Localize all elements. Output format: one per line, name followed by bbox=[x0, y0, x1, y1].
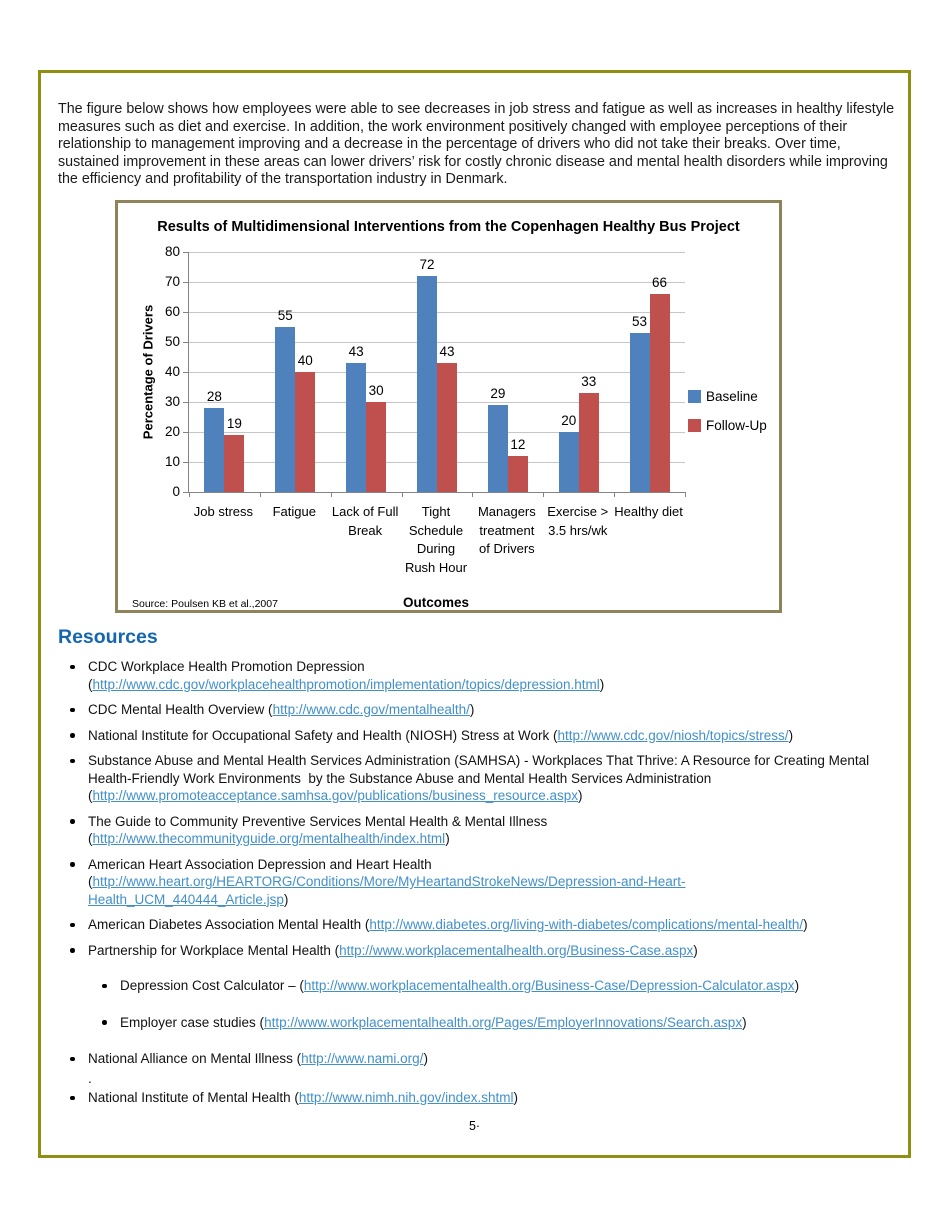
legend-item bbox=[688, 389, 767, 404]
x-tick-mark bbox=[260, 492, 261, 497]
resource-link[interactable]: http://www.workplacementalhealth.org/Business-Case.aspx bbox=[339, 942, 694, 958]
y-tick-mark bbox=[183, 402, 188, 403]
chart-title: Results of Multidimensional Interventions from the Copenhagen Healthy Bus Project bbox=[157, 219, 740, 235]
bullet-icon bbox=[70, 862, 75, 867]
resource-text: ( bbox=[88, 676, 93, 692]
resource-link[interactable]: http://www.nimh.nih.gov/index.shtml bbox=[298, 1090, 514, 1105]
legend-label: Baseline bbox=[706, 389, 758, 404]
category-label: Healthy diet bbox=[614, 504, 683, 519]
resource-text: ( bbox=[88, 874, 93, 889]
resource-text: ( bbox=[88, 831, 93, 846]
resource-link[interactable]: http://www.nami.org/ bbox=[301, 1051, 424, 1066]
bullet-icon bbox=[70, 665, 75, 670]
bar-value-label: 30 bbox=[368, 383, 384, 398]
y-tick-mark bbox=[183, 312, 188, 313]
intro-paragraph: The figure below shows how employees were able to see decreases in job stress and fatigue as well as increases in healthy lifestyle measures such as diet and exercise. In addition, the work environment positively changed with employee perceptions of their relationship to management improving and a decrease in the percentage of drivers who did not take their breaks. Over time, sustained improvement in these areas can lower drivers’ risk for costly chronic disease and mental health disorders while improving the efficiency and profitability of the transportation industry in Denmark. bbox=[58, 101, 899, 187]
resource-item bbox=[58, 752, 903, 805]
bar-baseline bbox=[417, 276, 437, 492]
chart-source: Source: Poulsen KB et al.,2007 bbox=[132, 598, 278, 610]
bullet-icon bbox=[70, 708, 75, 713]
y-tick-label: 40 bbox=[164, 364, 180, 379]
bullet-icon bbox=[70, 819, 75, 824]
resource-item bbox=[90, 1014, 903, 1032]
resource-text: American Heart Association Depression and Heart Health bbox=[88, 856, 432, 872]
resource-text: CDC Workplace Health Promotion Depression bbox=[88, 659, 365, 674]
chart-y-axis-title: Percentage of Drivers bbox=[140, 304, 156, 440]
y-tick-mark bbox=[183, 432, 188, 433]
resource-item bbox=[58, 727, 903, 745]
page-frame bbox=[38, 70, 911, 1158]
legend-swatch-follow-up bbox=[688, 419, 701, 432]
bullet-icon bbox=[102, 1020, 107, 1025]
resource-item bbox=[58, 701, 903, 719]
resource-item bbox=[58, 942, 903, 960]
legend-label: Follow-Up bbox=[706, 418, 767, 433]
bar-value-label: 43 bbox=[348, 344, 364, 359]
y-tick-mark bbox=[183, 462, 188, 463]
bar-value-label: 19 bbox=[226, 416, 242, 431]
y-tick-label: 50 bbox=[164, 334, 180, 349]
resource-item bbox=[58, 856, 903, 909]
chart-figure bbox=[115, 200, 782, 613]
resource-text: ) bbox=[794, 978, 800, 993]
bar-value-label: 40 bbox=[297, 353, 313, 368]
x-tick-mark bbox=[685, 492, 686, 497]
chart-legend bbox=[688, 389, 767, 447]
x-tick-mark bbox=[402, 492, 403, 497]
page-number: 5· bbox=[468, 1119, 481, 1133]
bullet-icon bbox=[102, 984, 107, 989]
resource-text: ) bbox=[283, 891, 289, 907]
bar-value-label: 12 bbox=[510, 437, 526, 452]
category-label: Managers treatment of Drivers bbox=[477, 504, 536, 556]
resource-text: ( bbox=[88, 788, 93, 803]
resource-item bbox=[58, 1070, 903, 1088]
category-label: Fatigue bbox=[272, 504, 316, 519]
resource-link[interactable]: http://www.diabetes.org/living-with-diabetes/complications/mental-health/ bbox=[369, 917, 804, 932]
legend-item bbox=[688, 418, 767, 433]
gridline bbox=[189, 312, 685, 313]
category-label: Lack of Full Break bbox=[331, 504, 399, 538]
chart-category-axis bbox=[188, 503, 684, 577]
resource-text: ) bbox=[693, 942, 698, 958]
resource-item bbox=[58, 658, 903, 693]
resource-text: ) bbox=[513, 1090, 518, 1105]
category-label: Exercise > 3.5 hrs/wk bbox=[547, 504, 609, 538]
resource-text: Health-Friendly Work Environments by the Substance Abuse and Mental Health Services Administration bbox=[88, 770, 712, 786]
bullet-icon bbox=[70, 1057, 75, 1062]
x-tick-mark bbox=[472, 492, 473, 497]
x-tick-mark bbox=[543, 492, 544, 497]
resource-text: ) bbox=[788, 727, 794, 743]
chart-plot-area bbox=[188, 252, 685, 493]
resource-link[interactable]: Health_UCM_440444_Article.jsp bbox=[88, 891, 284, 907]
resource-text: The Guide to Community Preventive Services Mental Health & Mental Illness bbox=[88, 813, 548, 829]
y-tick-label: 80 bbox=[164, 244, 180, 259]
gridline bbox=[189, 282, 685, 283]
y-tick-mark bbox=[183, 342, 188, 343]
resource-link[interactable]: http://www.cdc.gov/workplacehealthpromotion/implementation/topics/depression.html bbox=[92, 676, 600, 692]
resource-item bbox=[58, 813, 903, 848]
resource-text: National Institute of Mental Health ( bbox=[88, 1090, 299, 1105]
resources-list bbox=[58, 658, 903, 1115]
bar-follow-up bbox=[295, 372, 315, 492]
resource-link[interactable]: http://www.cdc.gov/mentalhealth/ bbox=[272, 702, 470, 717]
resource-item bbox=[58, 1050, 903, 1068]
y-tick-mark bbox=[183, 252, 188, 253]
resource-text: Employer case studies ( bbox=[120, 1014, 265, 1030]
bar-value-label: 72 bbox=[419, 257, 435, 272]
y-tick-label: 20 bbox=[164, 424, 180, 439]
resource-link[interactable]: http://www.cdc.gov/niosh/topics/stress/ bbox=[557, 727, 789, 743]
bullet-icon bbox=[70, 1096, 75, 1101]
bar-baseline bbox=[559, 432, 579, 492]
resource-text: ) bbox=[469, 702, 475, 717]
resource-text: National Alliance on Mental Illness ( bbox=[88, 1051, 302, 1066]
x-tick-mark bbox=[614, 492, 615, 497]
resource-item bbox=[58, 1089, 903, 1107]
category-label: Tight Schedule During Rush Hour bbox=[404, 504, 468, 575]
resource-link[interactable]: http://www.promoteacceptance.samhsa.gov/publications/business_resource.aspx bbox=[92, 788, 579, 803]
resource-item bbox=[58, 916, 903, 934]
bar-follow-up bbox=[650, 294, 670, 492]
y-tick-label: 0 bbox=[172, 484, 180, 499]
resource-link[interactable]: http://www.heart.org/HEARTORG/Conditions/More/MyHeartandStrokeNews/Depression-and-Heart- bbox=[92, 874, 686, 889]
bar-follow-up bbox=[508, 456, 528, 492]
resource-text: ) bbox=[445, 831, 450, 846]
resource-item bbox=[90, 977, 903, 995]
bar-follow-up bbox=[224, 435, 244, 492]
y-tick-mark bbox=[183, 282, 188, 283]
legend-swatch-baseline bbox=[688, 390, 701, 403]
chart-x-axis-title: Outcomes bbox=[402, 595, 470, 610]
resource-link[interactable]: http://www.workplacementalhealth.org/Business-Case/Depression-Calculator.aspx bbox=[303, 978, 795, 993]
x-tick-mark bbox=[331, 492, 332, 497]
bullet-icon bbox=[70, 948, 75, 953]
resource-text: ) bbox=[803, 917, 808, 932]
resource-text: CDC Mental Health Overview ( bbox=[88, 702, 273, 717]
resource-link[interactable]: http://www.workplacementalhealth.org/Pages/EmployerInnovations/Search.aspx bbox=[264, 1014, 743, 1030]
y-tick-label: 70 bbox=[164, 274, 180, 289]
resource-text: Substance Abuse and Mental Health Services Administration (SAMHSA) - Workplaces That Thrive: A Resource for Creating Mental bbox=[88, 753, 870, 768]
resource-text: . bbox=[88, 1070, 92, 1086]
resource-text: ) bbox=[423, 1051, 428, 1066]
y-tick-mark bbox=[183, 492, 188, 493]
resource-text: ) bbox=[742, 1014, 747, 1030]
y-tick-label: 60 bbox=[164, 304, 180, 319]
gridline bbox=[189, 252, 685, 253]
bar-value-label: 43 bbox=[439, 344, 455, 359]
bar-value-label: 53 bbox=[632, 314, 648, 329]
y-tick-label: 30 bbox=[164, 394, 180, 409]
gridline bbox=[189, 342, 685, 343]
x-tick-mark bbox=[189, 492, 190, 497]
y-tick-mark bbox=[183, 372, 188, 373]
resource-text: ) bbox=[578, 788, 583, 803]
resource-text: American Diabetes Association Mental Health ( bbox=[88, 917, 370, 932]
bullet-icon bbox=[70, 733, 75, 738]
bar-value-label: 29 bbox=[490, 386, 506, 401]
bar-value-label: 28 bbox=[206, 389, 222, 404]
bullet-icon bbox=[70, 923, 75, 928]
resource-text: Depression Cost Calculator – ( bbox=[120, 978, 304, 993]
bar-value-label: 55 bbox=[277, 308, 293, 323]
bullet-icon bbox=[70, 759, 75, 764]
resource-text: National Institute for Occupational Safety and Health (NIOSH) Stress at Work ( bbox=[88, 727, 558, 743]
bar-value-label: 33 bbox=[581, 374, 597, 389]
bar-baseline bbox=[630, 333, 650, 492]
bar-follow-up bbox=[437, 363, 457, 492]
bar-value-label: 20 bbox=[561, 413, 577, 428]
bar-baseline bbox=[275, 327, 295, 492]
resources-heading: Resources bbox=[58, 626, 158, 648]
bar-value-label: 66 bbox=[652, 275, 668, 290]
y-tick-label: 10 bbox=[164, 454, 180, 469]
resource-text: ) bbox=[599, 676, 605, 692]
resource-text: Partnership for Workplace Mental Health ( bbox=[88, 942, 340, 958]
category-label: Job stress bbox=[193, 504, 254, 519]
bar-follow-up bbox=[579, 393, 599, 492]
bar-follow-up bbox=[366, 402, 386, 492]
resource-link[interactable]: http://www.thecommunityguide.org/mentalhealth/index.html bbox=[92, 831, 446, 846]
